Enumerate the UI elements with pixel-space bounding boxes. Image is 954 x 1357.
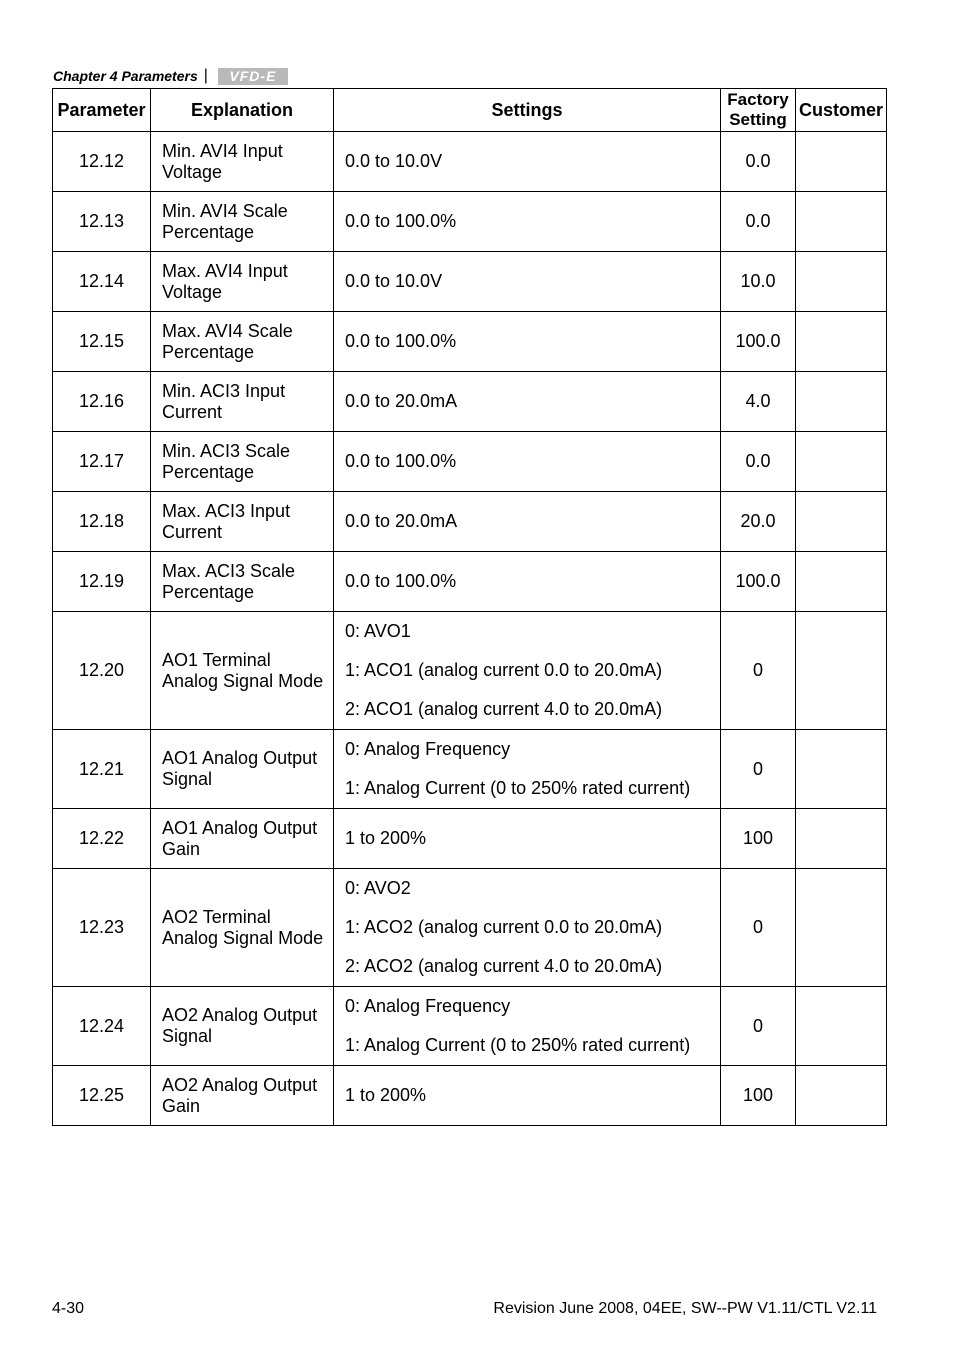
setting-option: 1: Analog Current (0 to 250% rated current) xyxy=(345,778,691,798)
header-separator: | xyxy=(203,67,208,84)
settings-cell xyxy=(334,730,721,809)
settings-cell xyxy=(334,612,721,730)
customer-cell xyxy=(796,552,887,612)
explanation-cell: Min. AVI4 Input Voltage xyxy=(151,132,334,192)
explanation-cell: Min. ACI3 Scale Percentage xyxy=(151,432,334,492)
parameter-cell: 12.25 xyxy=(53,1066,151,1126)
customer-cell xyxy=(796,987,887,1066)
table-header-row xyxy=(53,89,887,132)
revision-info: Revision June 2008, 04EE, SW--PW V1.11/CTL V2.11 xyxy=(493,1300,877,1317)
factory-setting-cell: 10.0 xyxy=(721,252,796,312)
setting-option: 0.0 to 10.0V xyxy=(345,151,443,171)
parameter-cell: 12.19 xyxy=(53,552,151,612)
factory-setting-cell: 100 xyxy=(721,1066,796,1126)
setting-option: 1: ACO2 (analog current 0.0 to 20.0mA) xyxy=(345,917,663,937)
page-number: 4-30 xyxy=(52,1300,85,1317)
explanation-cell: Max. ACI3 Input Current xyxy=(151,492,334,552)
parameter-cell: 12.20 xyxy=(53,612,151,730)
parameter-cell: 12.17 xyxy=(53,432,151,492)
parameter-cell: 12.16 xyxy=(53,372,151,432)
table-row xyxy=(53,312,887,372)
parameter-cell: 12.12 xyxy=(53,132,151,192)
explanation-cell: AO2 Terminal Analog Signal Mode xyxy=(151,869,334,987)
factory-setting-cell: 100 xyxy=(721,809,796,869)
factory-setting-cell: 100.0 xyxy=(721,552,796,612)
explanation-cell: AO1 Analog Output Signal xyxy=(151,730,334,809)
settings-cell xyxy=(334,192,721,252)
settings-cell xyxy=(334,869,721,987)
setting-option: 0: Analog Frequency xyxy=(345,996,511,1016)
setting-option: 2: ACO2 (analog current 4.0 to 20.0mA) xyxy=(345,956,663,976)
explanation-cell: AO1 Analog Output Gain xyxy=(151,809,334,869)
table-row xyxy=(53,432,887,492)
explanation-cell: AO2 Analog Output Signal xyxy=(151,987,334,1066)
factory-setting-cell: 0 xyxy=(721,869,796,987)
settings-cell xyxy=(334,312,721,372)
setting-option: 1 to 200% xyxy=(345,828,427,848)
settings-cell xyxy=(334,1066,721,1126)
chapter-title: Chapter 4 Parameters xyxy=(53,68,198,84)
explanation-cell: AO1 Terminal Analog Signal Mode xyxy=(151,612,334,730)
setting-option: 0.0 to 20.0mA xyxy=(345,511,458,531)
settings-cell xyxy=(334,372,721,432)
setting-option: 1: Analog Current (0 to 250% rated current) xyxy=(345,1035,691,1055)
setting-option: 1 to 200% xyxy=(345,1085,427,1105)
customer-cell xyxy=(796,492,887,552)
setting-option: 0.0 to 100.0% xyxy=(345,571,457,591)
factory-setting-cell: 0 xyxy=(721,730,796,809)
factory-setting-cell: 100.0 xyxy=(721,312,796,372)
parameter-cell: 12.13 xyxy=(53,192,151,252)
customer-cell xyxy=(796,312,887,372)
customer-cell xyxy=(796,809,887,869)
table-body xyxy=(53,132,887,1126)
parameter-cell: 12.22 xyxy=(53,809,151,869)
table-row xyxy=(53,552,887,612)
parameter-cell: 12.18 xyxy=(53,492,151,552)
table-row xyxy=(53,492,887,552)
customer-cell xyxy=(796,192,887,252)
col-header-settings: Settings xyxy=(334,89,721,132)
setting-option: 0.0 to 100.0% xyxy=(345,331,457,351)
explanation-cell: Max. AVI4 Scale Percentage xyxy=(151,312,334,372)
col-header-parameter: Parameter xyxy=(53,89,151,132)
settings-cell xyxy=(334,809,721,869)
col-header-customer: Customer xyxy=(796,89,887,132)
table-row xyxy=(53,252,887,312)
customer-cell xyxy=(796,612,887,730)
table-row xyxy=(53,987,887,1066)
setting-option: 2: ACO1 (analog current 4.0 to 20.0mA) xyxy=(345,699,663,719)
setting-option: 1: ACO1 (analog current 0.0 to 20.0mA) xyxy=(345,660,663,680)
settings-cell xyxy=(334,132,721,192)
parameter-cell: 12.15 xyxy=(53,312,151,372)
parameter-cell: 12.24 xyxy=(53,987,151,1066)
customer-cell xyxy=(796,372,887,432)
parameter-table xyxy=(52,88,887,1126)
explanation-cell: Max. AVI4 Input Voltage xyxy=(151,252,334,312)
customer-cell xyxy=(796,1066,887,1126)
setting-option: 0.0 to 20.0mA xyxy=(345,391,458,411)
table-row xyxy=(53,372,887,432)
settings-cell xyxy=(334,987,721,1066)
setting-option: 0.0 to 100.0% xyxy=(345,451,457,471)
table-row xyxy=(53,809,887,869)
explanation-cell: Min. ACI3 Input Current xyxy=(151,372,334,432)
col-header-factory-setting: Factory Setting xyxy=(721,89,796,132)
setting-option: 0: AVO2 xyxy=(345,878,411,898)
explanation-cell: Min. AVI4 Scale Percentage xyxy=(151,192,334,252)
customer-cell xyxy=(796,432,887,492)
explanation-cell: Max. ACI3 Scale Percentage xyxy=(151,552,334,612)
setting-option: 0.0 to 100.0% xyxy=(345,211,457,231)
settings-cell xyxy=(334,252,721,312)
factory-setting-cell: 0 xyxy=(721,612,796,730)
factory-setting-cell: 4.0 xyxy=(721,372,796,432)
parameter-cell: 12.21 xyxy=(53,730,151,809)
table-row xyxy=(53,869,887,987)
table-row xyxy=(53,132,887,192)
factory-setting-cell: 0 xyxy=(721,987,796,1066)
table-row xyxy=(53,1066,887,1126)
customer-cell xyxy=(796,730,887,809)
settings-cell xyxy=(334,492,721,552)
setting-option: 0.0 to 10.0V xyxy=(345,271,443,291)
col-header-explanation: Explanation xyxy=(151,89,334,132)
page-header xyxy=(53,66,288,86)
customer-cell xyxy=(796,869,887,987)
vfd-e-logo: VFD-E xyxy=(218,68,288,85)
factory-setting-cell: 0.0 xyxy=(721,192,796,252)
settings-cell xyxy=(334,552,721,612)
parameter-cell: 12.14 xyxy=(53,252,151,312)
settings-cell xyxy=(334,432,721,492)
setting-option: 0: Analog Frequency xyxy=(345,739,511,759)
table-row xyxy=(53,612,887,730)
setting-option: 0: AVO1 xyxy=(345,621,411,641)
explanation-cell: AO2 Analog Output Gain xyxy=(151,1066,334,1126)
customer-cell xyxy=(796,252,887,312)
factory-setting-cell: 0.0 xyxy=(721,132,796,192)
table-row xyxy=(53,192,887,252)
customer-cell xyxy=(796,132,887,192)
factory-setting-cell: 20.0 xyxy=(721,492,796,552)
factory-setting-cell: 0.0 xyxy=(721,432,796,492)
parameter-cell: 12.23 xyxy=(53,869,151,987)
table-row xyxy=(53,730,887,809)
